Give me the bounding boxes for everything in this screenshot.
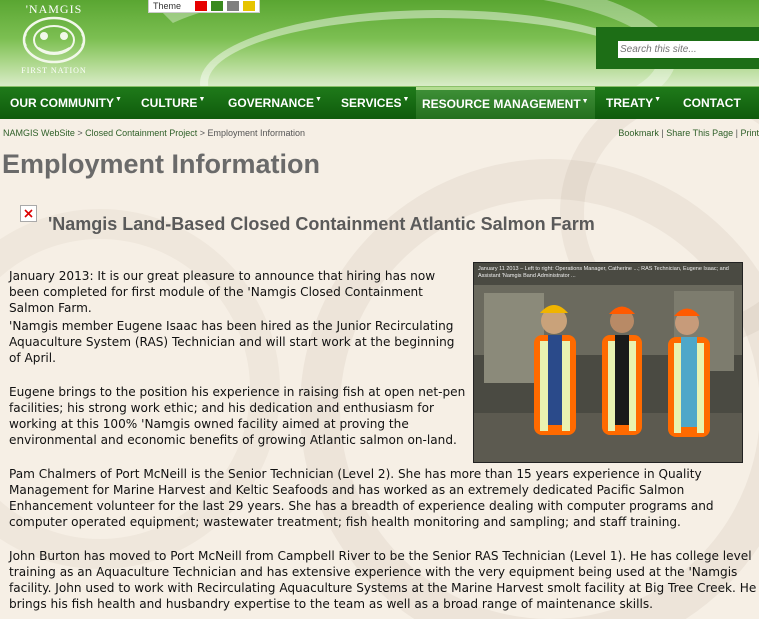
nav-item-our-community[interactable] xyxy=(10,87,122,119)
nav-label: GOVERNANCE xyxy=(228,96,315,110)
breadcrumb-current: Employment Information xyxy=(207,128,306,138)
chevron-down-icon: ▼ xyxy=(654,96,662,103)
namgis-logo[interactable] xyxy=(6,2,102,82)
article-paragraph: January 2013: It is our great pleasure to announce that hiring has now been completed for first module of the 'Namgis Closed Containment Salmon Farm. xyxy=(9,269,436,315)
search-input[interactable] xyxy=(618,41,759,58)
chevron-down-icon: ▼ xyxy=(115,96,122,103)
staff-photo-illustration xyxy=(474,263,743,463)
salmon-crest-icon xyxy=(20,14,88,66)
theme-swatch-green[interactable] xyxy=(211,1,223,11)
page-utility-links xyxy=(618,128,759,138)
page-title: Employment Information xyxy=(2,149,321,179)
breadcrumb-link-project[interactable]: Closed Containment Project xyxy=(85,128,198,138)
breadcrumb-link-home[interactable]: NAMGIS WebSite xyxy=(3,128,75,138)
print-link[interactable]: Print xyxy=(740,128,759,138)
nav-item-treaty[interactable] xyxy=(606,87,661,119)
theme-switcher xyxy=(148,0,260,13)
broken-image-icon xyxy=(20,205,37,222)
nav-label: CULTURE xyxy=(141,96,198,110)
nav-item-resource-management[interactable] xyxy=(416,87,595,119)
article-paragraph: Eugene brings to the position his experience in raising fish at open net-pen facilities; his strong work ethic; and his dedication and enthusiasm for working at this 100% 'Namgis owned facility aimed at proving the environmental and economic benefits of growing Atlantic salmon on-land. xyxy=(9,385,466,447)
nav-item-contact[interactable] xyxy=(683,87,741,119)
breadcrumb-separator: > xyxy=(77,128,83,138)
article-paragraph: 'Namgis member Eugene Isaac has been hired as the Junior Recirculating Aquaculture System (RAS) Technician and will start work at the beginning of April. xyxy=(9,319,455,365)
site-header xyxy=(0,0,759,86)
farm-title: 'Namgis Land-Based Closed Containment Atlantic Salmon Farm xyxy=(48,214,595,234)
photo-caption: January 11 2013 – Left to right: Operations Manager, Catherine ...; RAS Technician, Eugene Isaac; and Assistant 'Namgis Band Administrator ... xyxy=(478,266,729,279)
nav-item-services[interactable] xyxy=(341,87,409,119)
nav-label: SERVICES xyxy=(341,96,402,110)
nav-label: OUR COMMUNITY xyxy=(10,96,114,110)
bookmark-link[interactable]: Bookmark xyxy=(618,128,659,138)
nav-item-governance[interactable] xyxy=(228,87,322,119)
nav-label: CONTACT xyxy=(683,96,741,110)
chevron-down-icon: ▼ xyxy=(402,96,410,103)
theme-swatch-red[interactable] xyxy=(195,1,207,11)
theme-swatch-yellow[interactable] xyxy=(243,1,255,11)
search-box xyxy=(596,27,759,69)
chevron-down-icon: ▼ xyxy=(581,98,589,105)
staff-photo xyxy=(473,262,743,463)
breadcrumb-separator: > xyxy=(199,128,205,138)
share-link[interactable]: Share This Page xyxy=(666,128,734,138)
logo-bottom-text: FIRST NATION xyxy=(21,66,87,75)
article-paragraph: John Burton has moved to Port McNeill from Campbell River to be the Senior RAS Technician (Level 1). He has college level training as an Aquaculture Technician and has extensive experience with the very equipment being used at the 'Namgis facility. John used to work with Recirculating Aquaculture Systems at the Marine Harvest smolt facility at Big Tree Creek. He brings his fish health and husbandry expertise to the team as well as a broad range of maintenance skills. xyxy=(9,549,757,611)
breadcrumb xyxy=(3,128,305,138)
theme-swatch-grey[interactable] xyxy=(227,1,239,11)
chevron-down-icon: ▼ xyxy=(198,96,206,103)
theme-label: Theme xyxy=(153,1,182,11)
nav-label: RESOURCE MANAGEMENT xyxy=(422,97,581,111)
logo-top-text: 'NAMGIS xyxy=(25,2,83,16)
nav-label: TREATY xyxy=(606,96,654,110)
util-separator: | xyxy=(735,128,738,138)
main-nav xyxy=(0,86,759,119)
util-separator: | xyxy=(661,128,664,138)
nav-item-culture[interactable] xyxy=(141,87,205,119)
article-paragraph: Pam Chalmers of Port McNeill is the Senior Technician (Level 2). She has more than 15 years experience in Quality Management for Marine Harvest and Keltic Seafoods and has worked as an extremely dedicated Pacific Salmon Enhancement volunteer for the last 29 years. She has a breadth of experience dealing with computer programs and computer operated equipment; wastewater treatment; fish health monitoring and sampling; and staff training. xyxy=(9,467,714,529)
chevron-down-icon: ▼ xyxy=(315,96,322,103)
